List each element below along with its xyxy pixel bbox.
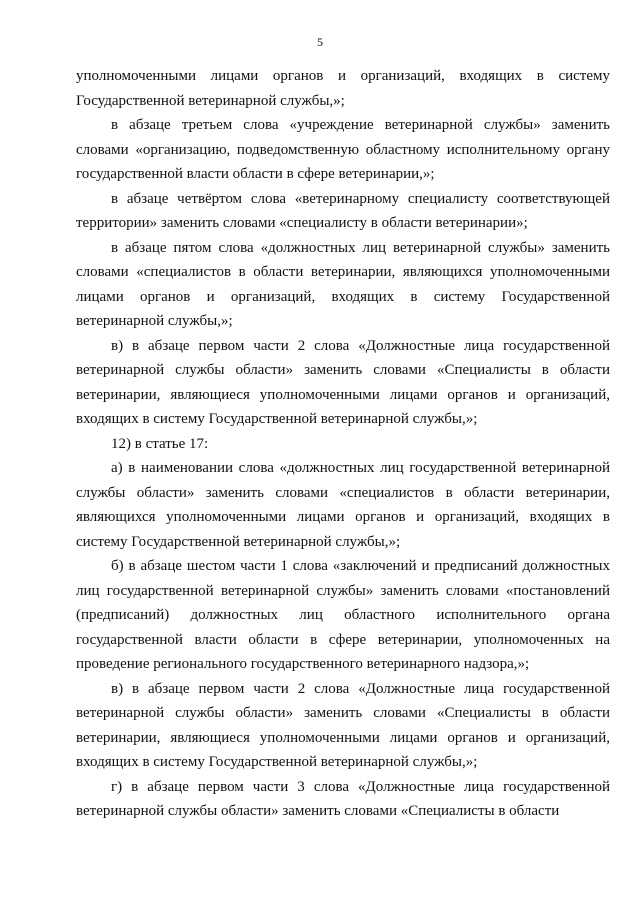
paragraph: г) в абзаце первом части 3 слова «Должностные лица государственной ветеринарной службы области» заменить словами «Специалисты в области [76,778,610,819]
paragraph: в абзаце пятом слова «должностных лиц ветеринарной службы» заменить словами «специалистов в области ветеринарии, являющихся уполномоченными лицами органов и организаций, входящих в систему Государственной ветеринарной службы,»; [76,239,610,329]
paragraph: в абзаце третьем слова «учреждение ветеринарной службы» заменить словами «организацию, подведомственную областному исполнительному органу государственной власти области в сфере ветеринарии,»; [76,117,610,182]
page-number: 5 [317,35,323,49]
paragraph: в) в абзаце первом части 2 слова «Должностные лица государственной ветеринарной службы области» заменить словами «Специалисты в области ветеринарии, являющиеся уполномоченными лицами органов и организаций, входящих в систему Государственной ветеринарной службы,»; [76,680,610,770]
document-body [76,64,610,824]
paragraph: а) в наименовании слова «должностных лиц государственной ветеринарной службы области» заменить словами «специалистов в области ветеринарии, являющихся уполномоченными лицами органов и организаций, входящих в систему Государственной ветеринарной службы,»; [76,460,610,550]
paragraph: в) в абзаце первом части 2 слова «Должностные лица государственной ветеринарной службы области» заменить словами «Специалисты в области ветеринарии, являющиеся уполномоченными лицами органов и организаций, входящих в систему Государственной ветеринарной службы,»; [76,337,610,427]
paragraph: б) в абзаце шестом части 1 слова «заключений и предписаний должностных лиц государственной ветеринарной службы» заменить словами «постановлений (предписаний) должностных лиц областного исполнительного органа государственной власти области в сфере ветеринарии, уполномоченных на проведение регионального государственного ветеринарного надзора,»; [76,558,610,672]
paragraph: 12) в статье 17: [111,435,209,452]
paragraph: в абзаце четвёртом слова «ветеринарному специалисту соответствующей территории» заменить словами «специалисту в области ветеринарии»; [76,190,610,231]
paragraph: уполномоченными лицами органов и организаций, входящих в систему Государственной ветеринарной службы,»; [76,68,610,109]
